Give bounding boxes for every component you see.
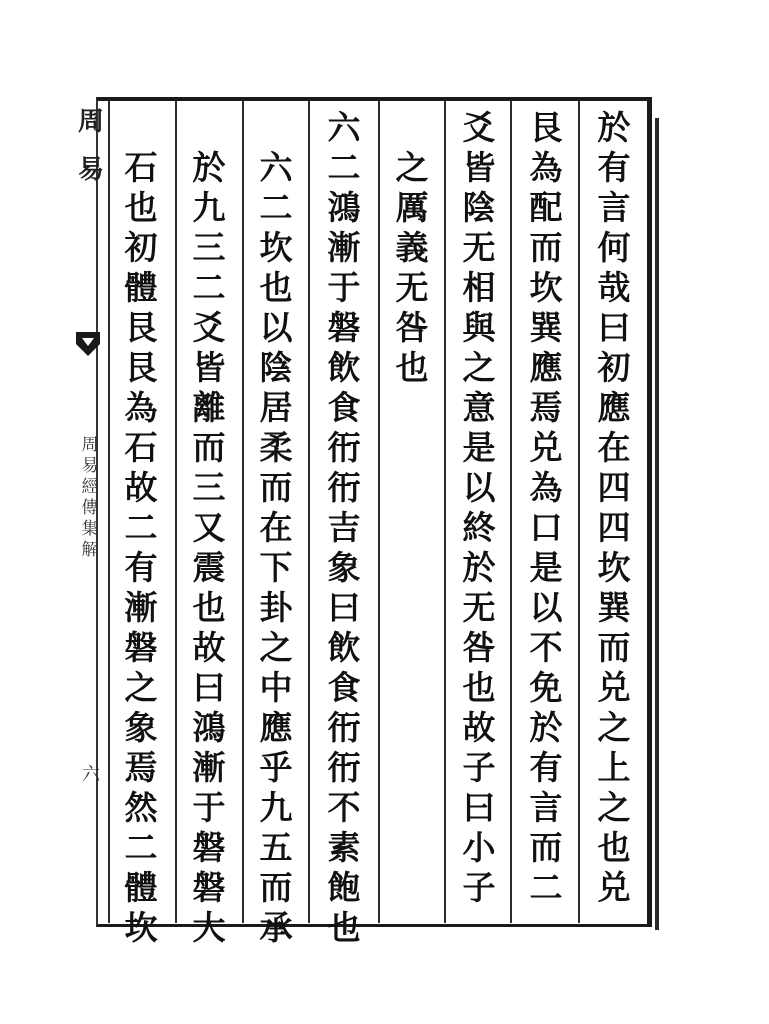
glyph: 上 xyxy=(597,748,631,787)
glyph: 為 xyxy=(529,468,563,507)
glyph: 陰 xyxy=(259,348,293,387)
glyph: 與 xyxy=(462,308,496,347)
glyph: 九 xyxy=(192,188,226,227)
glyph: 有 xyxy=(597,148,631,187)
glyph: 不 xyxy=(529,628,563,667)
glyph: 无 xyxy=(462,228,496,267)
glyph: 初 xyxy=(597,348,631,387)
column-rule xyxy=(242,101,244,923)
glyph: 咎 xyxy=(395,308,429,347)
margin-glyph: 經 xyxy=(81,477,99,497)
glyph: 也 xyxy=(597,828,631,867)
glyph: 子 xyxy=(462,748,496,787)
column-rule xyxy=(378,101,380,923)
glyph: 九 xyxy=(259,788,293,827)
glyph: 之 xyxy=(259,628,293,667)
glyph: 咎 xyxy=(462,628,496,667)
glyph: 柔 xyxy=(259,428,293,467)
glyph: 艮 xyxy=(529,108,563,147)
glyph: 鴻 xyxy=(192,708,226,747)
glyph: 離 xyxy=(192,388,226,427)
glyph: 而 xyxy=(529,228,563,267)
text-column-5 xyxy=(322,108,366,947)
glyph: 食 xyxy=(327,388,361,427)
glyph: 衎 xyxy=(327,468,361,507)
glyph: 坎 xyxy=(529,268,563,307)
glyph: 配 xyxy=(529,188,563,227)
glyph: 坎 xyxy=(597,548,631,587)
glyph: 六 xyxy=(327,108,361,147)
glyph: 爻 xyxy=(192,308,226,347)
glyph: 為 xyxy=(529,148,563,187)
glyph: 二 xyxy=(327,148,361,187)
glyph: 皆 xyxy=(192,348,226,387)
glyph: 大 xyxy=(192,908,226,947)
glyph: 以 xyxy=(462,468,496,507)
glyph: 于 xyxy=(327,268,361,307)
text-column-3 xyxy=(457,108,501,920)
glyph: 之 xyxy=(462,348,496,387)
glyph: 應 xyxy=(529,348,563,387)
glyph: 艮 xyxy=(124,348,158,387)
glyph: 漸 xyxy=(327,228,361,267)
margin-glyph: 集 xyxy=(81,519,99,539)
glyph: 於 xyxy=(529,708,563,747)
glyph: 也 xyxy=(259,268,293,307)
text-column-7 xyxy=(187,148,231,960)
glyph: 坎 xyxy=(259,228,293,267)
glyph: 曰 xyxy=(597,308,631,347)
text-column-2 xyxy=(524,108,568,920)
glyph: 以 xyxy=(529,588,563,627)
glyph: 中 xyxy=(259,668,293,707)
frame-outer-rule xyxy=(655,118,659,930)
page-margin xyxy=(72,100,106,930)
glyph: 而 xyxy=(259,868,293,907)
margin-glyph: 易 xyxy=(81,456,99,476)
glyph: 是 xyxy=(529,548,563,587)
glyph: 而 xyxy=(597,628,631,667)
glyph: 終 xyxy=(462,508,496,547)
text-column-1 xyxy=(592,108,636,920)
glyph: 陰 xyxy=(462,188,496,227)
text-column-4 xyxy=(390,148,434,960)
glyph: 兑 xyxy=(597,668,631,707)
glyph: 磐 xyxy=(327,308,361,347)
glyph: 无 xyxy=(395,268,429,307)
glyph: 體 xyxy=(124,868,158,907)
glyph: 无 xyxy=(462,588,496,627)
glyph: 鴻 xyxy=(327,188,361,227)
glyph: 飲 xyxy=(327,628,361,667)
glyph: 於 xyxy=(597,108,631,147)
glyph: 相 xyxy=(462,268,496,307)
fishtail-mark-icon xyxy=(74,330,102,360)
glyph: 以 xyxy=(259,308,293,347)
glyph: 在 xyxy=(259,508,293,547)
margin-glyph: 傳 xyxy=(81,498,99,518)
glyph: 體 xyxy=(124,268,158,307)
glyph: 焉 xyxy=(124,748,158,787)
margin-header xyxy=(76,100,106,196)
glyph: 飲 xyxy=(327,348,361,387)
glyph: 于 xyxy=(192,788,226,827)
glyph: 於 xyxy=(192,148,226,187)
column-rule xyxy=(175,101,177,923)
glyph: 素 xyxy=(327,828,361,867)
glyph: 磐 xyxy=(124,628,158,667)
glyph: 四 xyxy=(597,468,631,507)
glyph: 言 xyxy=(597,188,631,227)
glyph: 三 xyxy=(192,228,226,267)
glyph: 下 xyxy=(259,548,293,587)
glyph: 二 xyxy=(259,188,293,227)
column-rule xyxy=(108,101,110,923)
glyph: 有 xyxy=(124,548,158,587)
glyph: 口 xyxy=(529,508,563,547)
glyph: 食 xyxy=(327,668,361,707)
glyph: 兑 xyxy=(597,868,631,907)
glyph: 應 xyxy=(259,708,293,747)
glyph: 飽 xyxy=(327,868,361,907)
glyph: 五 xyxy=(259,828,293,867)
column-rule xyxy=(308,101,310,923)
glyph: 之 xyxy=(395,148,429,187)
glyph: 卦 xyxy=(259,588,293,627)
glyph: 也 xyxy=(462,668,496,707)
glyph: 子 xyxy=(462,868,496,907)
glyph: 義 xyxy=(395,228,429,267)
glyph: 故 xyxy=(124,468,158,507)
glyph: 在 xyxy=(597,428,631,467)
glyph: 之 xyxy=(124,668,158,707)
glyph: 衎 xyxy=(327,708,361,747)
glyph: 巽 xyxy=(529,308,563,347)
glyph: 二 xyxy=(192,268,226,307)
glyph: 巽 xyxy=(597,588,631,627)
glyph: 為 xyxy=(124,388,158,427)
glyph: 厲 xyxy=(395,188,429,227)
glyph: 也 xyxy=(192,588,226,627)
glyph: 震 xyxy=(192,548,226,587)
glyph: 之 xyxy=(597,788,631,827)
glyph: 之 xyxy=(597,708,631,747)
glyph: 曰 xyxy=(327,588,361,627)
glyph: 初 xyxy=(124,228,158,267)
glyph: 意 xyxy=(462,388,496,427)
glyph: 吉 xyxy=(327,508,361,547)
glyph: 言 xyxy=(529,788,563,827)
glyph: 於 xyxy=(462,548,496,587)
glyph: 象 xyxy=(124,708,158,747)
glyph: 然 xyxy=(124,788,158,827)
glyph: 也 xyxy=(124,188,158,227)
margin-glyph: 周 xyxy=(81,435,99,455)
glyph: 漸 xyxy=(124,588,158,627)
glyph: 故 xyxy=(192,628,226,667)
glyph: 是 xyxy=(462,428,496,467)
glyph: 二 xyxy=(124,828,158,867)
glyph: 磐 xyxy=(192,828,226,867)
glyph: 哉 xyxy=(597,268,631,307)
page-frame xyxy=(96,97,652,927)
glyph: 而 xyxy=(259,468,293,507)
glyph: 漸 xyxy=(192,748,226,787)
glyph: 又 xyxy=(192,508,226,547)
glyph: 二 xyxy=(529,868,563,907)
glyph: 而 xyxy=(192,428,226,467)
glyph: 二 xyxy=(124,508,158,547)
glyph: 而 xyxy=(529,828,563,867)
glyph: 三 xyxy=(192,468,226,507)
glyph: 何 xyxy=(597,228,631,267)
margin-glyph: 周 xyxy=(77,107,104,137)
glyph: 衎 xyxy=(327,748,361,787)
text-column-8 xyxy=(119,148,163,960)
glyph: 石 xyxy=(124,148,158,187)
glyph: 皆 xyxy=(462,148,496,187)
glyph: 小 xyxy=(462,828,496,867)
glyph: 居 xyxy=(259,388,293,427)
glyph: 承 xyxy=(259,908,293,947)
glyph: 也 xyxy=(327,908,361,947)
glyph: 曰 xyxy=(192,668,226,707)
margin-book-title xyxy=(78,435,102,561)
glyph: 兑 xyxy=(529,428,563,467)
glyph: 應 xyxy=(597,388,631,427)
glyph: 象 xyxy=(327,548,361,587)
column-rule xyxy=(444,101,446,923)
glyph: 曰 xyxy=(462,788,496,827)
column-rule xyxy=(510,101,512,923)
glyph: 六 xyxy=(259,148,293,187)
glyph: 四 xyxy=(597,508,631,547)
glyph: 不 xyxy=(327,788,361,827)
glyph: 免 xyxy=(529,668,563,707)
text-column-6 xyxy=(254,148,298,960)
glyph: 石 xyxy=(124,428,158,467)
margin-page-number: 六 xyxy=(82,764,100,785)
glyph: 乎 xyxy=(259,748,293,787)
glyph: 故 xyxy=(462,708,496,747)
glyph: 磐 xyxy=(192,868,226,907)
glyph: 有 xyxy=(529,748,563,787)
glyph: 也 xyxy=(395,348,429,387)
glyph: 艮 xyxy=(124,308,158,347)
margin-glyph: 易 xyxy=(77,155,104,185)
column-rule xyxy=(578,101,580,923)
glyph: 焉 xyxy=(529,388,563,427)
margin-glyph: 解 xyxy=(81,540,99,560)
glyph: 爻 xyxy=(462,108,496,147)
glyph: 衎 xyxy=(327,428,361,467)
glyph: 坎 xyxy=(124,908,158,947)
